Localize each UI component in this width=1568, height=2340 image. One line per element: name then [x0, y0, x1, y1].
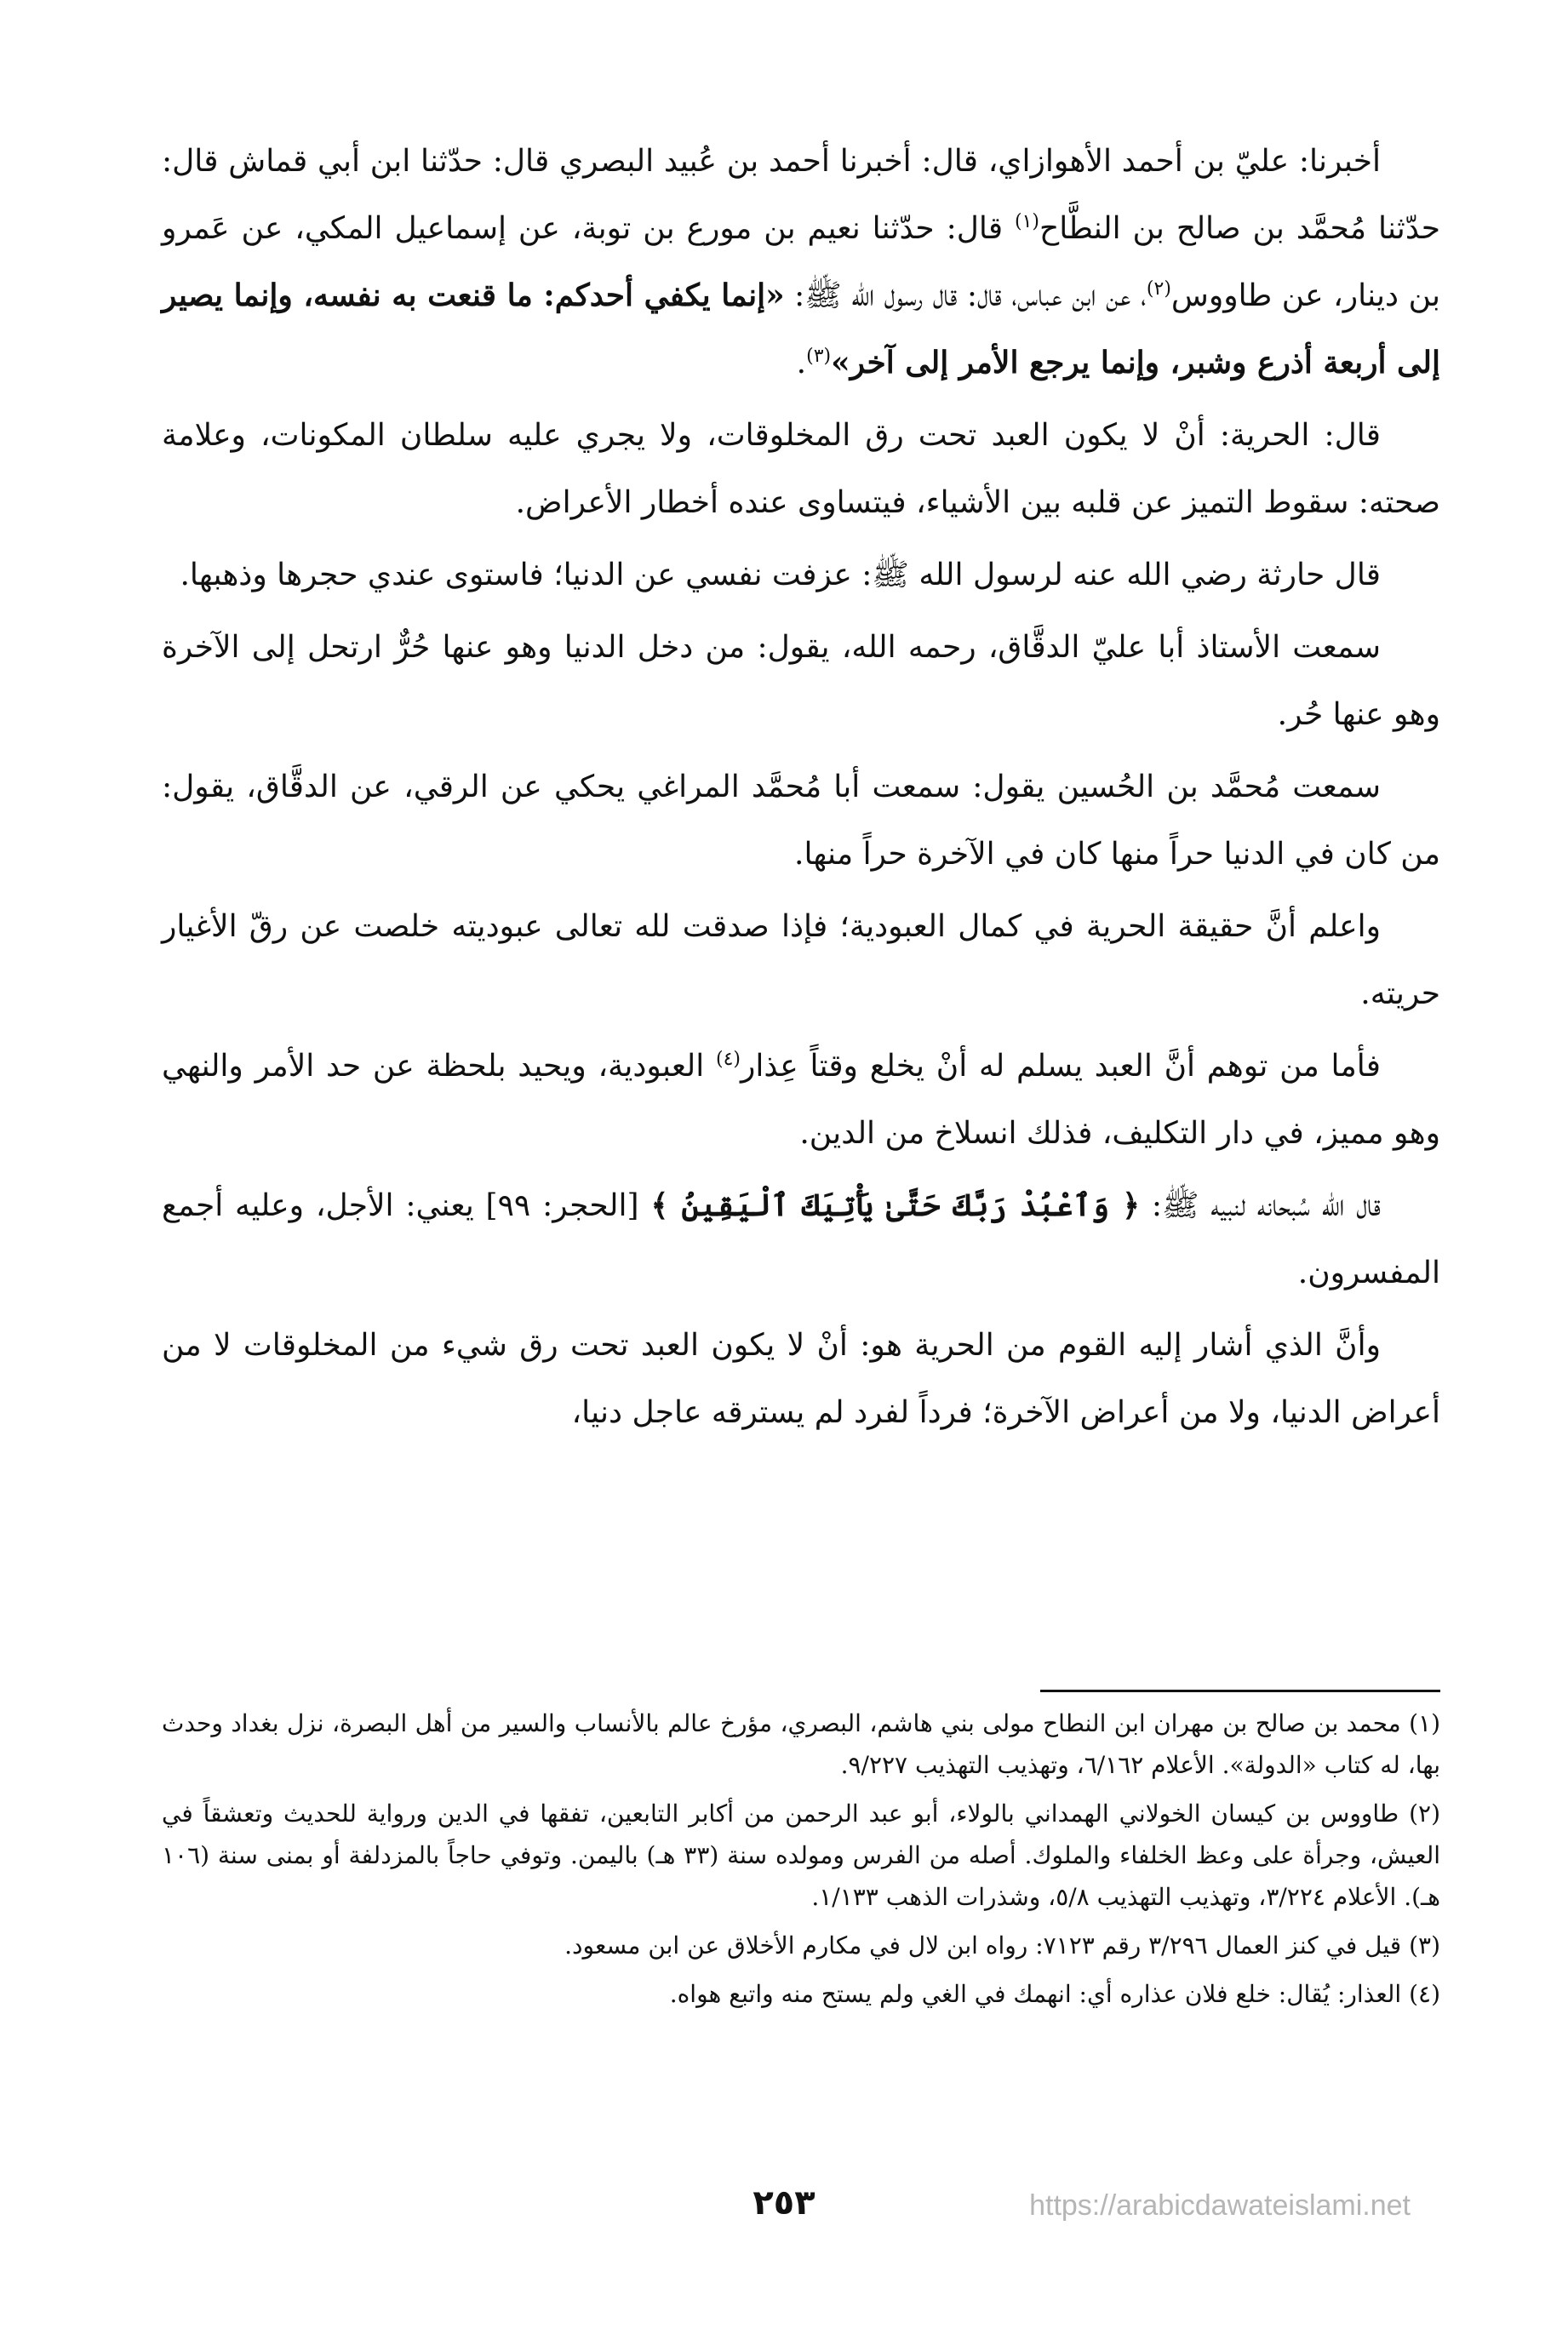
footnotes-section: [162, 1702, 1440, 2022]
footnote-marker: (٣): [806, 346, 832, 367]
footnote-marker: (١): [1014, 211, 1039, 232]
paragraph: [162, 1033, 1440, 1167]
paragraph: [162, 614, 1440, 748]
page-number: ٢٥٣: [753, 2183, 815, 2223]
text-segment: العبودية، ويحيد بلحظة عن حد الأمر والنهي وهو مميز، في دار التكليف، فذلك انسلاخ من الدين.: [162, 1049, 1440, 1151]
footnote-item: (٣) قيل في كنز العمال ٣/٢٩٦ رقم ٧١٢٣: رواه ابن لال في مكارم الأخلاق عن ابن مسعود.: [564, 1931, 1440, 1960]
text-segment: ، عن ابن عباس، قال: قال رسول الله ﷺ:: [784, 278, 1147, 313]
text-segment: وأنَّ الذي أشار إليه القوم من الحرية هو: أنْ لا يكون العبد تحت رق شيء من المخلوقات لا من أعراض الدنيا، ولا من أعراض الآخرة؛ فرداً لفرد لم يسترقه عاجل دنيا،: [162, 1328, 1440, 1430]
paragraph: [162, 1312, 1440, 1446]
quoted-text: ﴿ وَٱعْبُدْ رَبَّكَ حَتَّىٰ يَأْتِيَكَ ٱلْيَقِينُ ﴾: [650, 1187, 1141, 1223]
paragraph: [162, 893, 1440, 1027]
footnote-item: (٤) العذار: يُقال: خلع فلان عذاره أي: انهمك في الغي ولم يستح منه واتبع هواه.: [669, 1980, 1440, 2008]
text-segment: أخبرنا: عليّ بن أحمد الأهوازاي، قال: أخبرنا أحمد بن عُبيد البصري قال: حدّثنا ابن أبي قماش قال: حدّثنا مُحمَّد بن صالح بن النطَّاح: [162, 144, 1440, 246]
paragraph: [162, 402, 1440, 536]
text-segment: قال الله سُبحانه لنبيه ﷺ:: [1140, 1188, 1381, 1223]
paragraph: [162, 753, 1440, 888]
footnote-item: (٢) طاووس بن كيسان الخولاني الهمداني بالولاء، أبو عبد الرحمن من أكابر التابعين، تفقها في الدين ورواية للحديث وتعشقاً في العيش، وجرأة على وعظ الخلفاء والملوك. أصله من الفرس ومولده سنة (٣٣ هـ) باليمن. وتوفي حاجاً بالمزدلفة أو بمنى سنة (١٠٦ هـ). الأعلام ٣/٢٢٤، وتهذيب التهذيب ٥/٨، وشذرات الذهب ١/١٣٣.: [162, 1799, 1440, 1911]
text-segment: قال حارثة رضي الله عنه لرسول الله ﷺ: عزفت نفسي عن الدنيا؛ فاستوى عندي حجرها وذهبها.: [180, 558, 1381, 592]
paragraph: [162, 128, 1440, 397]
main-text: [162, 128, 1440, 1451]
text-segment: سمعت مُحمَّد بن الحُسين يقول: سمعت أبا مُحمَّد المراغي يحكي عن الرقي، عن الدقَّاق، يقول: من كان في الدنيا حراً منها كان في الآخرة حراً منها.: [162, 770, 1440, 872]
text-segment: واعلم أنَّ حقيقة الحرية في كمال العبودية؛ فإذا صدقت لله تعالى عبوديته خلصت عن رقّ الأغيار حريته.: [162, 909, 1440, 1011]
text-segment: فأما من توهم أنَّ العبد يسلم له أنْ يخلع وقتاً عِذار: [741, 1049, 1381, 1084]
text-segment: سمعت الأستاذ أبا عليّ الدقَّاق، رحمه الله، يقول: من دخل الدنيا وهو عنها حُرٌّ ارتحل إلى الآخرة وهو عنها حُر.: [162, 630, 1440, 732]
quoted-text: «إنما يكفي أحدكم: ما قنعت به نفسه، وإنما يصير إلى أربعة أذرع وشبر، وإنما يرجع الأمر إلى آخر»: [162, 277, 1440, 380]
text-segment: [الحجر: ٩٩] يعني: الأجل، وعليه أجمع المفسرون.: [162, 1188, 1440, 1290]
text-segment: قال: حدّثنا نعيم بن مورع بن توبة، عن إسماعيل المكي، عن عَمرو بن دينار، عن طاووس: [162, 211, 1440, 313]
footnote-separator: [1040, 1690, 1440, 1692]
text-segment: .: [796, 346, 807, 380]
paragraph: [162, 541, 1440, 609]
footnote-marker: (٢): [1146, 278, 1171, 300]
footnote-item: (١) محمد بن صالح بن مهران ابن النطاح مولى بني هاشم، البصري، مؤرخ عالم بالأنساب والسير من أهل البصرة، نزل بغداد وحدث بها، له كتاب «الدولة». الأعلام ٦/١٦٢، وتهذيب التهذيب ٩/٢٢٧.: [162, 1709, 1440, 1779]
watermark-url: https://arabicdawateislami.net: [1029, 2189, 1411, 2222]
footnote-marker: (٤): [715, 1049, 741, 1070]
text-segment: قال: الحرية: أنْ لا يكون العبد تحت رق المخلوقات، ولا يجري عليه سلطان المكونات، وعلامة صحته: سقوط التميز عن قلبه بين الأشياء، فيتساوى عنده أخطار الأعراض.: [162, 418, 1440, 520]
paragraph: [162, 1172, 1440, 1307]
